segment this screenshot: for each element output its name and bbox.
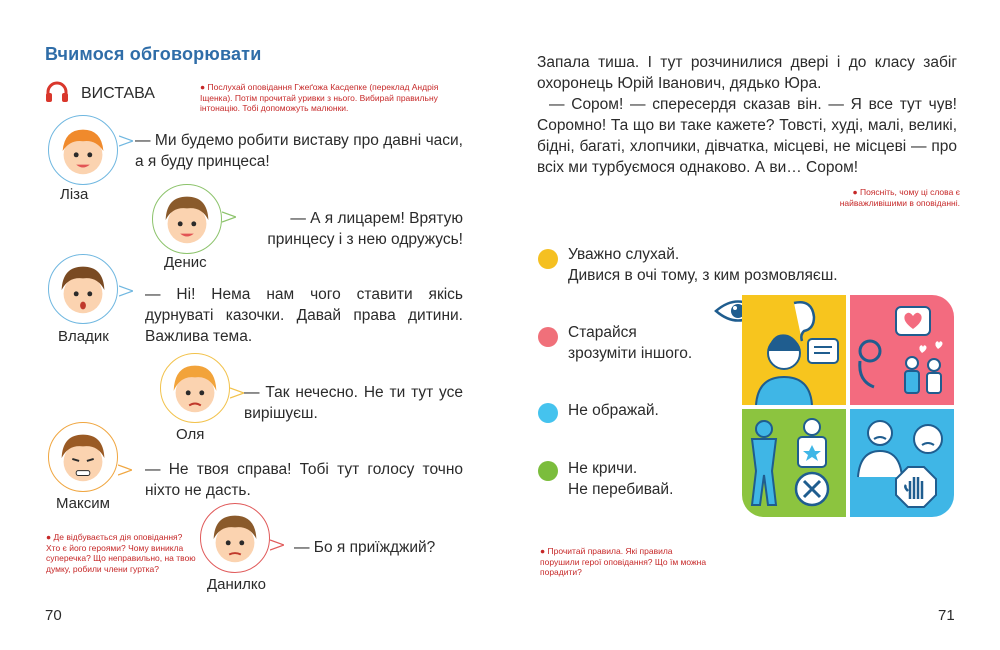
question-note: ● Де відбувається дія оповідання? Хто є його героями? Чому виникла суперечка? Що неправильно, на твою думку, робили члени гуртка? bbox=[46, 532, 196, 574]
avatar-liza bbox=[48, 115, 118, 185]
listening-face-icon bbox=[742, 295, 846, 405]
rules-question-note-text: Прочитай правила. Які правила порушили герої оповідання? Що їм можна порадити? bbox=[540, 546, 707, 577]
rule-dot-green bbox=[538, 461, 558, 481]
tile-listen bbox=[742, 295, 846, 405]
rule-item bbox=[568, 400, 659, 421]
explain-note-text: Поясніть, чому ці слова є найважливішими в оповіданні. bbox=[839, 187, 960, 208]
tile-understand bbox=[850, 295, 954, 405]
instruction-note: ● Послухай оповідання Гжеґожа Касдепке (переклад Андрія Іщенка). Потім прочитай уривки з нього. Вибирай правильну інтонацію. Тобі допоможуть малюнки. bbox=[200, 82, 439, 113]
tile-no-offend bbox=[742, 409, 846, 517]
rule-line: зрозуміти іншого. bbox=[568, 345, 693, 362]
avatar-denys bbox=[152, 184, 222, 254]
activity-label: ВИСТАВА bbox=[81, 85, 155, 102]
rule-item bbox=[568, 322, 692, 364]
speech-tail bbox=[270, 538, 284, 552]
dialogue-line: — Бо я приїжджий? bbox=[294, 539, 436, 556]
character-name: Денис bbox=[164, 254, 207, 271]
explain-note: ● Поясніть, чому ці слова є найважливішими в оповіданні. bbox=[839, 187, 960, 208]
rule-line: Старайся bbox=[568, 324, 637, 341]
character-name: Максим bbox=[56, 495, 110, 512]
section-title: Вчимося обговорювати bbox=[45, 44, 262, 64]
avatar-olya bbox=[160, 353, 230, 423]
character-name: Владик bbox=[58, 328, 109, 345]
dialogue-line: — Так нечесно. Не ти тут усе вирішуєш. bbox=[244, 384, 463, 422]
rule-line: Уважно слухай. bbox=[568, 246, 680, 263]
heart-people-icon bbox=[850, 295, 954, 405]
rules-question-note: ● Прочитай правила. Які правила порушили герої оповідання? Що їм можна порадити? bbox=[540, 546, 707, 577]
page-number-right: 71 bbox=[938, 607, 955, 624]
rules-illustration bbox=[742, 295, 954, 517]
speech-tail bbox=[230, 386, 244, 400]
speech-tail bbox=[119, 134, 133, 148]
story-text bbox=[537, 52, 957, 178]
headphones-icon bbox=[45, 81, 69, 103]
avatar-vladyk bbox=[48, 254, 118, 324]
no-offend-icon bbox=[742, 409, 846, 517]
question-note-text: Де відбувається дія оповідання? Хто є його героями? Чому виникла суперечка? Що неправильно, на твою думку, робили члени гуртка? bbox=[46, 532, 196, 574]
dialogue-line: — Ми будемо робити виставу про давні часи, а я буду принцеса! bbox=[135, 132, 463, 170]
dialogue-line: — А я лицарем! Врятую принцесу і з нею одружусь! bbox=[267, 210, 463, 248]
rule-dot-yellow bbox=[538, 249, 558, 269]
page-number-left: 70 bbox=[45, 607, 62, 624]
rule-line: Дивися в очі тому, з ким розмовляєш. bbox=[568, 267, 838, 284]
character-name: Ліза bbox=[60, 186, 89, 203]
character-name: Оля bbox=[176, 426, 205, 443]
tile-no-shout bbox=[850, 409, 954, 517]
avatar-maksym bbox=[48, 422, 118, 492]
rule-item bbox=[568, 244, 838, 286]
speech-tail bbox=[119, 284, 133, 298]
rule-dot-pink bbox=[538, 327, 558, 347]
rule-line: Не перебивай. bbox=[568, 481, 674, 498]
story-paragraph: — Сором! — спересердя сказав він. — Я все тут чув! Соромно! Та що ви таке кажете? Товсті, худі, малі, великі, бідні, багаті, хлопчики, дівчатка, місцеві, не місцеві — про всіх ми турбуємося однаково. А ви… Сором! bbox=[537, 96, 957, 176]
stop-hand-icon bbox=[850, 409, 954, 517]
dialogue-line: — Ні! Нема нам чого ставити якісь дурнуваті казочки. Давай права дитини. Важлива тема. bbox=[145, 286, 463, 345]
avatar-danylko bbox=[200, 503, 270, 573]
rule-dot-blue bbox=[538, 403, 558, 423]
speech-tail bbox=[118, 463, 132, 477]
instruction-note-text: Послухай оповідання Гжеґожа Касдепке (переклад Андрія Іщенка). Потім прочитай уривки з нього. Вибирай правильну інтонацію. Тобі допоможуть малюнки. bbox=[200, 82, 439, 113]
story-paragraph: Запала тиша. І тут розчинилися двері і до класу забіг охоронець Юрій Іванович, дядько Юра. bbox=[537, 54, 957, 92]
rule-item bbox=[568, 458, 673, 500]
character-name: Данилко bbox=[207, 576, 266, 593]
rule-line: Не ображай. bbox=[568, 402, 659, 419]
dialogue-line: — Не твоя справа! Тобі тут голосу точно ніхто не дасть. bbox=[145, 461, 463, 499]
rule-line: Не кричи. bbox=[568, 460, 638, 477]
